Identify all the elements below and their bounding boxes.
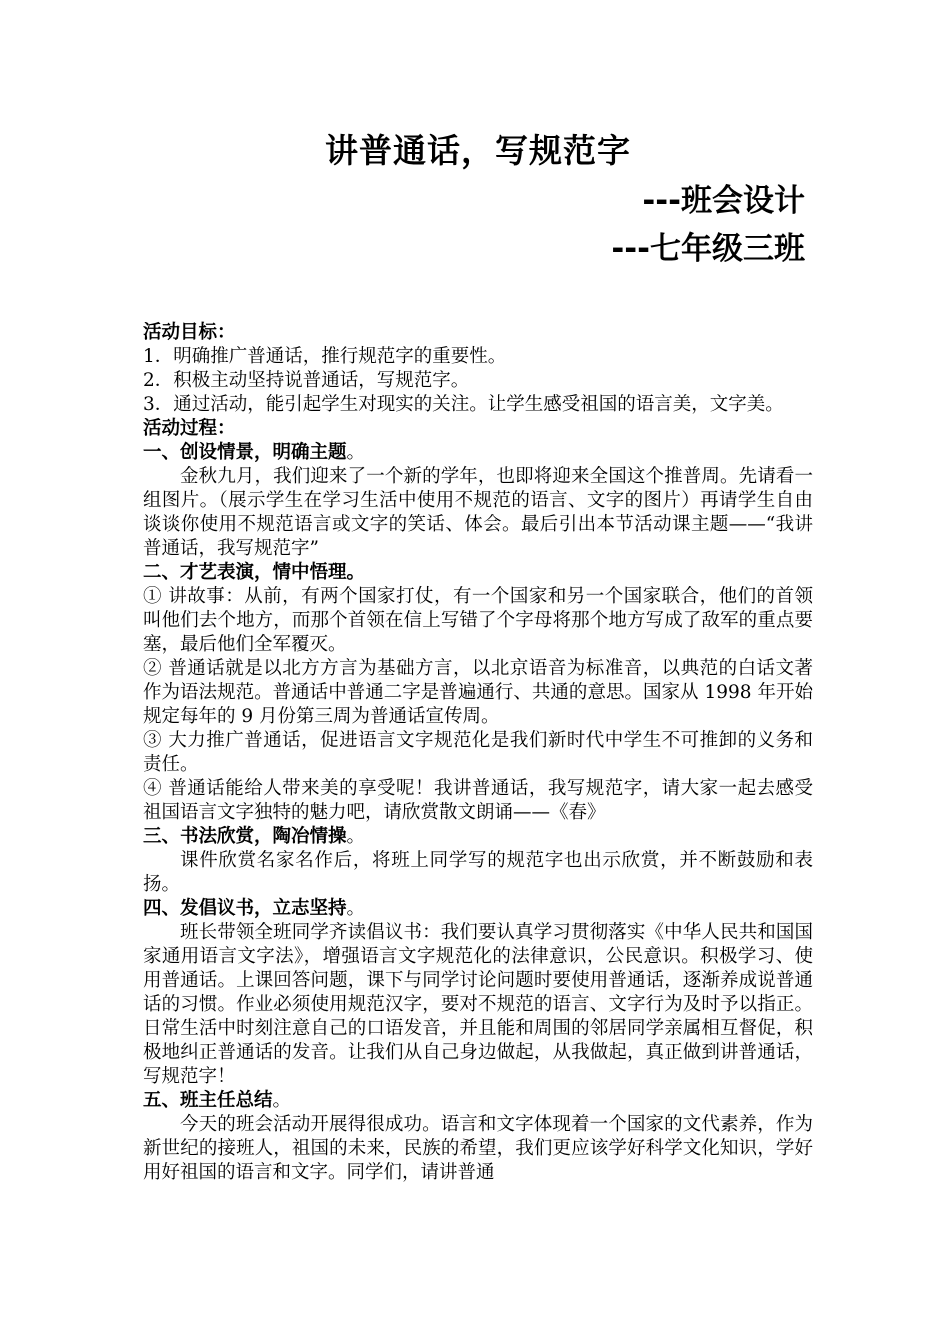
section-2-heading [143, 561, 813, 585]
process-heading: 活动过程： [143, 418, 236, 439]
section-2-item-4: ④ 普通话能给人带来美的享受呢！我讲普通话，我写规范字，请大家一起去感受祖国语言文字独特的魅力吧，请欣赏散文朗诵——《春》 [143, 778, 813, 823]
section-2-item-3: ③ 大力推广普通话，促进语言文字规范化是我们新时代中学生不可推卸的义务和责任。 [143, 730, 813, 775]
section-3-paragraph: 课件欣赏名家名作后，将班上同学写的规范字也出示欣赏，并不断鼓励和表扬。 [143, 850, 813, 895]
section-1-heading-tail: 。 [346, 442, 366, 463]
section-3-heading [143, 825, 813, 849]
goal-item-3: 3．通过活动，能引起学生对现实的关注。让学生感受祖国的语言美，文字美。 [143, 394, 784, 415]
section-3-heading-tail: 。 [346, 826, 366, 847]
document-subtitle-1: ---班会设计 [642, 183, 805, 219]
section-4-heading [143, 897, 813, 921]
goals-heading: 活动目标： [143, 322, 236, 343]
section-1-heading [143, 441, 813, 465]
section-2-heading-text: 二、才艺表演，情中悟理。 [143, 562, 366, 583]
goal-item-2: 2．积极主动坚持说普通话，写规范字。 [143, 370, 470, 391]
document-body [143, 321, 813, 1185]
section-2-item-2: ② 普通话就是以北方方言为基础方言，以北京语音为标准音，以典范的白话文著作为语法规范。普通话中普通二字是普遍通行、共通的意思。国家从 1998 年开始规定每年的 9 月份第三周为普通话宣传周。 [143, 658, 813, 727]
section-1-paragraph: 金秋九月，我们迎来了一个新的学年，也即将迎来全国这个推普周。先请看一组图片。（展示学生在学习生活中使用不规范的语言、文字的图片）再请学生自由谈谈你使用不规范语言或文字的笑话、体会。最后引出本节活动课主题——“我讲普通话，我写规范字” [143, 466, 813, 559]
section-4-paragraph: 班长带领全班同学齐读倡议书：我们要认真学习贯彻落实《中华人民共和国国家通用语言文字法》，增强语言文字规范化的法律意识，公民意识。积极学习、使用普通话。上课回答问题，课下与同学讨论问题时要使用普通话，逐渐养成说普通话的习惯。作业必须使用规范汉字，要对不规范的语言、文字行为及时予以指正。日常生活中时刻注意自己的口语发音，并且能和周围的邻居同学亲属相互督促，积极地纠正普通话的发音。让我们从自己身边做起，从我做起，真正做到讲普通话，写规范字！ [143, 922, 813, 1087]
section-5-heading-text: 五、班主任总结 [143, 1090, 273, 1111]
section-5-paragraph: 今天的班会活动开展得很成功。语言和文字体现着一个国家的文代素养，作为新世纪的接班人，祖国的未来，民族的希望，我们更应该学好科学文化知识，学好用好祖国的语言和文字。同学们，请讲普通 [143, 1114, 813, 1183]
section-5-heading [143, 1089, 813, 1113]
document-title: 讲普通话，写规范字 [325, 131, 631, 170]
section-4-heading-text: 四、发倡议书，立志坚持 [143, 898, 347, 919]
section-1-heading-text: 一、创设情景，明确主题 [143, 442, 347, 463]
goal-item-1: 1．明确推广普通话，推行规范字的重要性。 [143, 346, 507, 367]
section-2-item-1: ① 讲故事：从前，有两个国家打仗，有一个国家和另一个国家联合，他们的首领叫他们去个地方，而那个首领在信上写错了个字母将那个地方写成了敌军的重点要塞，最后他们全军覆灭。 [143, 586, 813, 655]
document-page [143, 125, 813, 1185]
section-5-heading-tail: 。 [272, 1090, 292, 1111]
section-4-heading-tail: 。 [346, 898, 366, 919]
section-3-heading-text: 三、书法欣赏，陶冶情操 [143, 826, 347, 847]
document-subtitle-2: ---七年级三班 [611, 231, 805, 267]
